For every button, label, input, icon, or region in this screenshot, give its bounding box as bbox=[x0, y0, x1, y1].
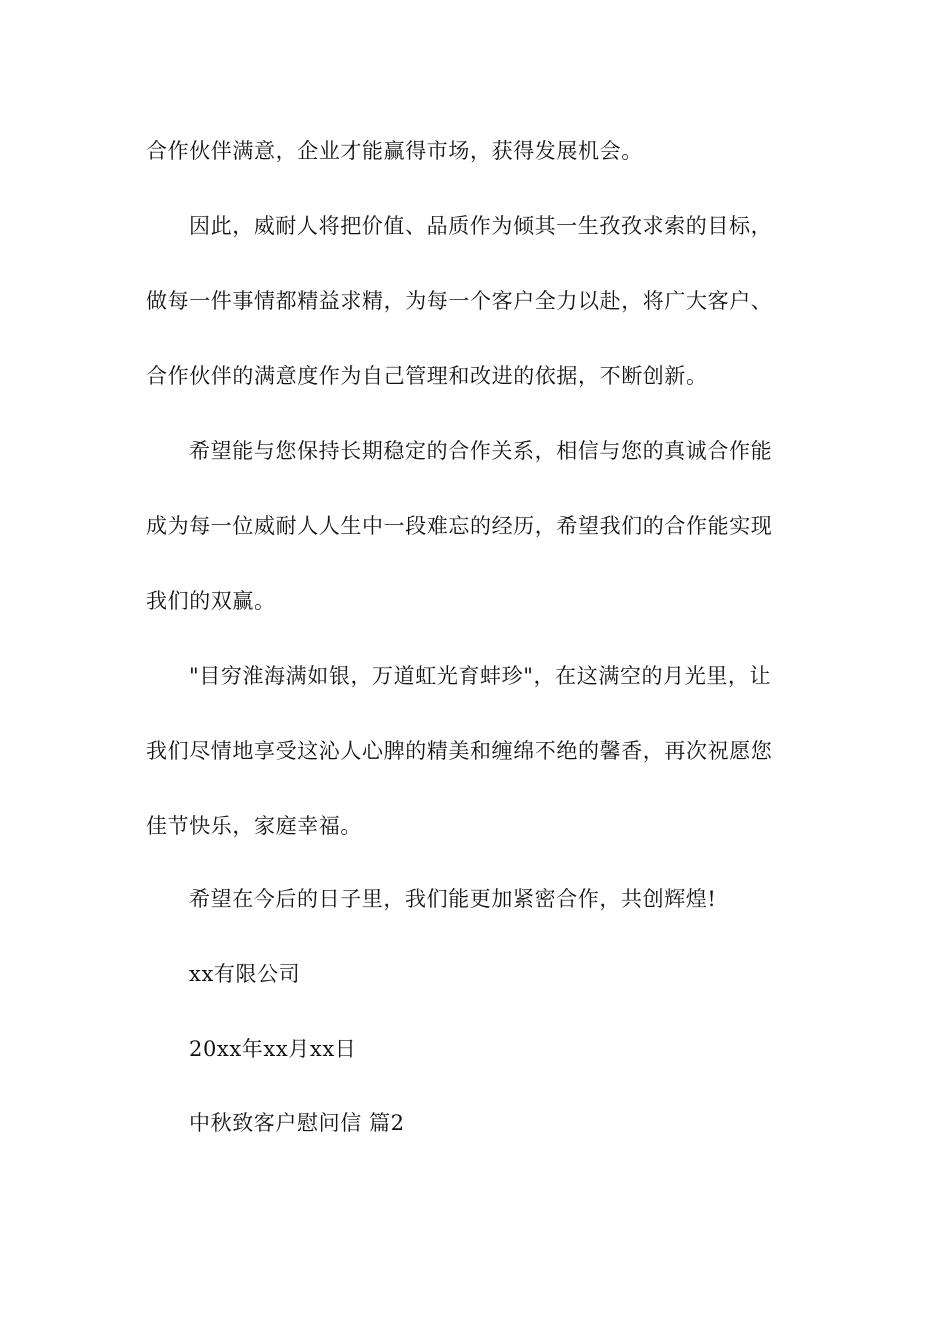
paragraph-line: 希望能与您保持长期稳定的合作关系，相信与您的真诚合作能 bbox=[189, 439, 773, 463]
paragraph-line: 因此，威耐人将把价值、品质作为倾其一生孜孜求索的目标， bbox=[189, 214, 773, 238]
section-heading: 中秋致客户慰问信 篇2 bbox=[189, 1111, 405, 1135]
company-name: xx有限公司 bbox=[189, 962, 301, 986]
paragraph-line: 做每一件事情都精益求精，为每一个客户全力以赴，将广大客户、 bbox=[146, 289, 773, 313]
paragraph-line: 成为每一位威耐人人生中一段难忘的经历，希望我们的合作能实现 bbox=[146, 514, 773, 538]
paragraph-line: 我们尽情地享受这沁人心脾的精美和缠绵不绝的馨香，再次祝愿您 bbox=[146, 739, 773, 763]
paragraph-line: 希望在今后的日子里，我们能更加紧密合作，共创辉煌! bbox=[189, 887, 717, 911]
paragraph-line: 佳节快乐，家庭幸福。 bbox=[146, 814, 362, 838]
paragraph-line: "目穷淮海满如银，万道虹光育蚌珍"，在这满空的月光里，让 bbox=[189, 664, 772, 688]
letter-date: 20xx年xx月xx日 bbox=[189, 1037, 357, 1061]
paragraph-line: 我们的双赢。 bbox=[146, 589, 276, 613]
paragraph-line: 合作伙伴满意，企业才能赢得市场，获得发展机会。 bbox=[146, 139, 643, 163]
paragraph-line: 合作伙伴的满意度作为自己管理和改进的依据，不断创新。 bbox=[146, 364, 708, 388]
